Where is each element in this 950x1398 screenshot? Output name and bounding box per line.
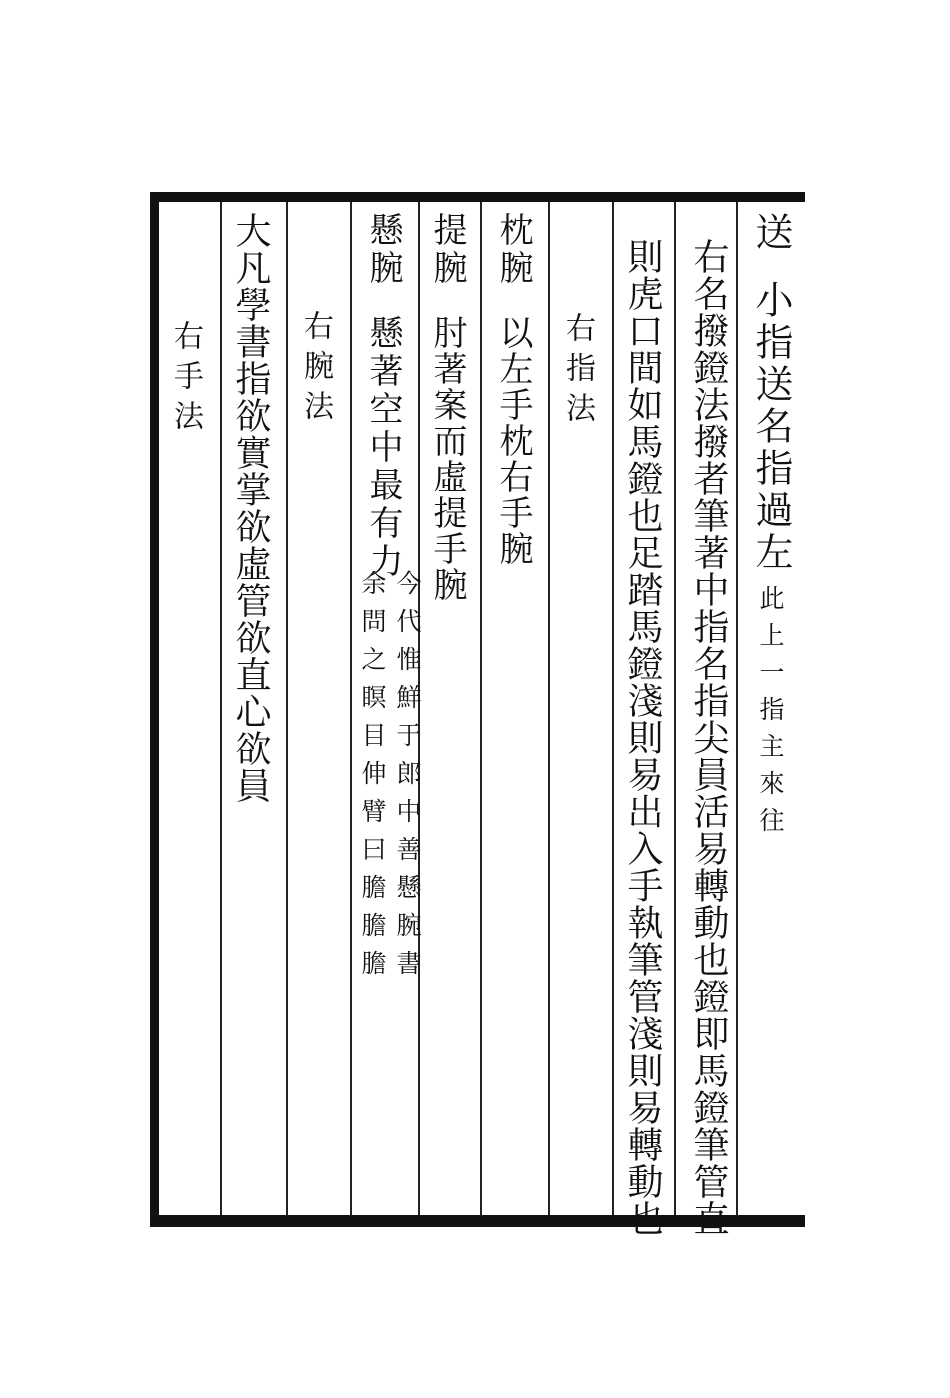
- heading-suspended-wrist: 懸腕: [363, 212, 403, 288]
- text-column-3: 則虎口間如馬鐙也足踏馬鐙淺則易出入手執筆管淺則易轉動也: [622, 238, 663, 1237]
- heading-song: 送: [749, 212, 793, 254]
- frame-left-rule: [150, 192, 159, 1227]
- column-divider: [548, 202, 550, 1215]
- text-column-6: 肘著案而虛提手腕: [427, 315, 467, 603]
- annotation-column-1: 此上一指主來往: [756, 585, 785, 844]
- text-column-5: 以左手枕右手腕: [493, 315, 533, 567]
- frame-top-rule: [150, 192, 805, 202]
- text-column-7: 懸著空中最有力: [363, 315, 403, 581]
- section-label-finger-method: 右指法: [560, 312, 595, 432]
- annotation-column-7-left: 余問之瞑目伸臂曰膽膽膽: [358, 570, 387, 988]
- column-divider: [286, 202, 288, 1215]
- annotation-column-7-right: 今代惟鮮于郎中善懸腕書: [393, 570, 422, 988]
- heading-raised-wrist: 提腕: [427, 212, 467, 288]
- text-column-2: 右名撥鐙法撥者筆著中指名指尖員活易轉動也鐙即馬鐙筆管直: [688, 238, 729, 1237]
- text-column-1: 小指送名指過左: [749, 280, 793, 574]
- heading-pillow-wrist: 枕腕: [493, 212, 533, 288]
- section-label-hand-method: 右手法: [168, 320, 203, 440]
- text-column-9: 大凡學書指欲實掌欲虛管欲直心欲員: [230, 212, 271, 804]
- column-divider: [612, 202, 614, 1215]
- column-divider: [674, 202, 676, 1215]
- section-label-wrist-method: 右腕法: [298, 310, 333, 430]
- column-divider: [736, 202, 738, 1215]
- column-divider: [350, 202, 352, 1215]
- column-divider: [480, 202, 482, 1215]
- column-divider: [220, 202, 222, 1215]
